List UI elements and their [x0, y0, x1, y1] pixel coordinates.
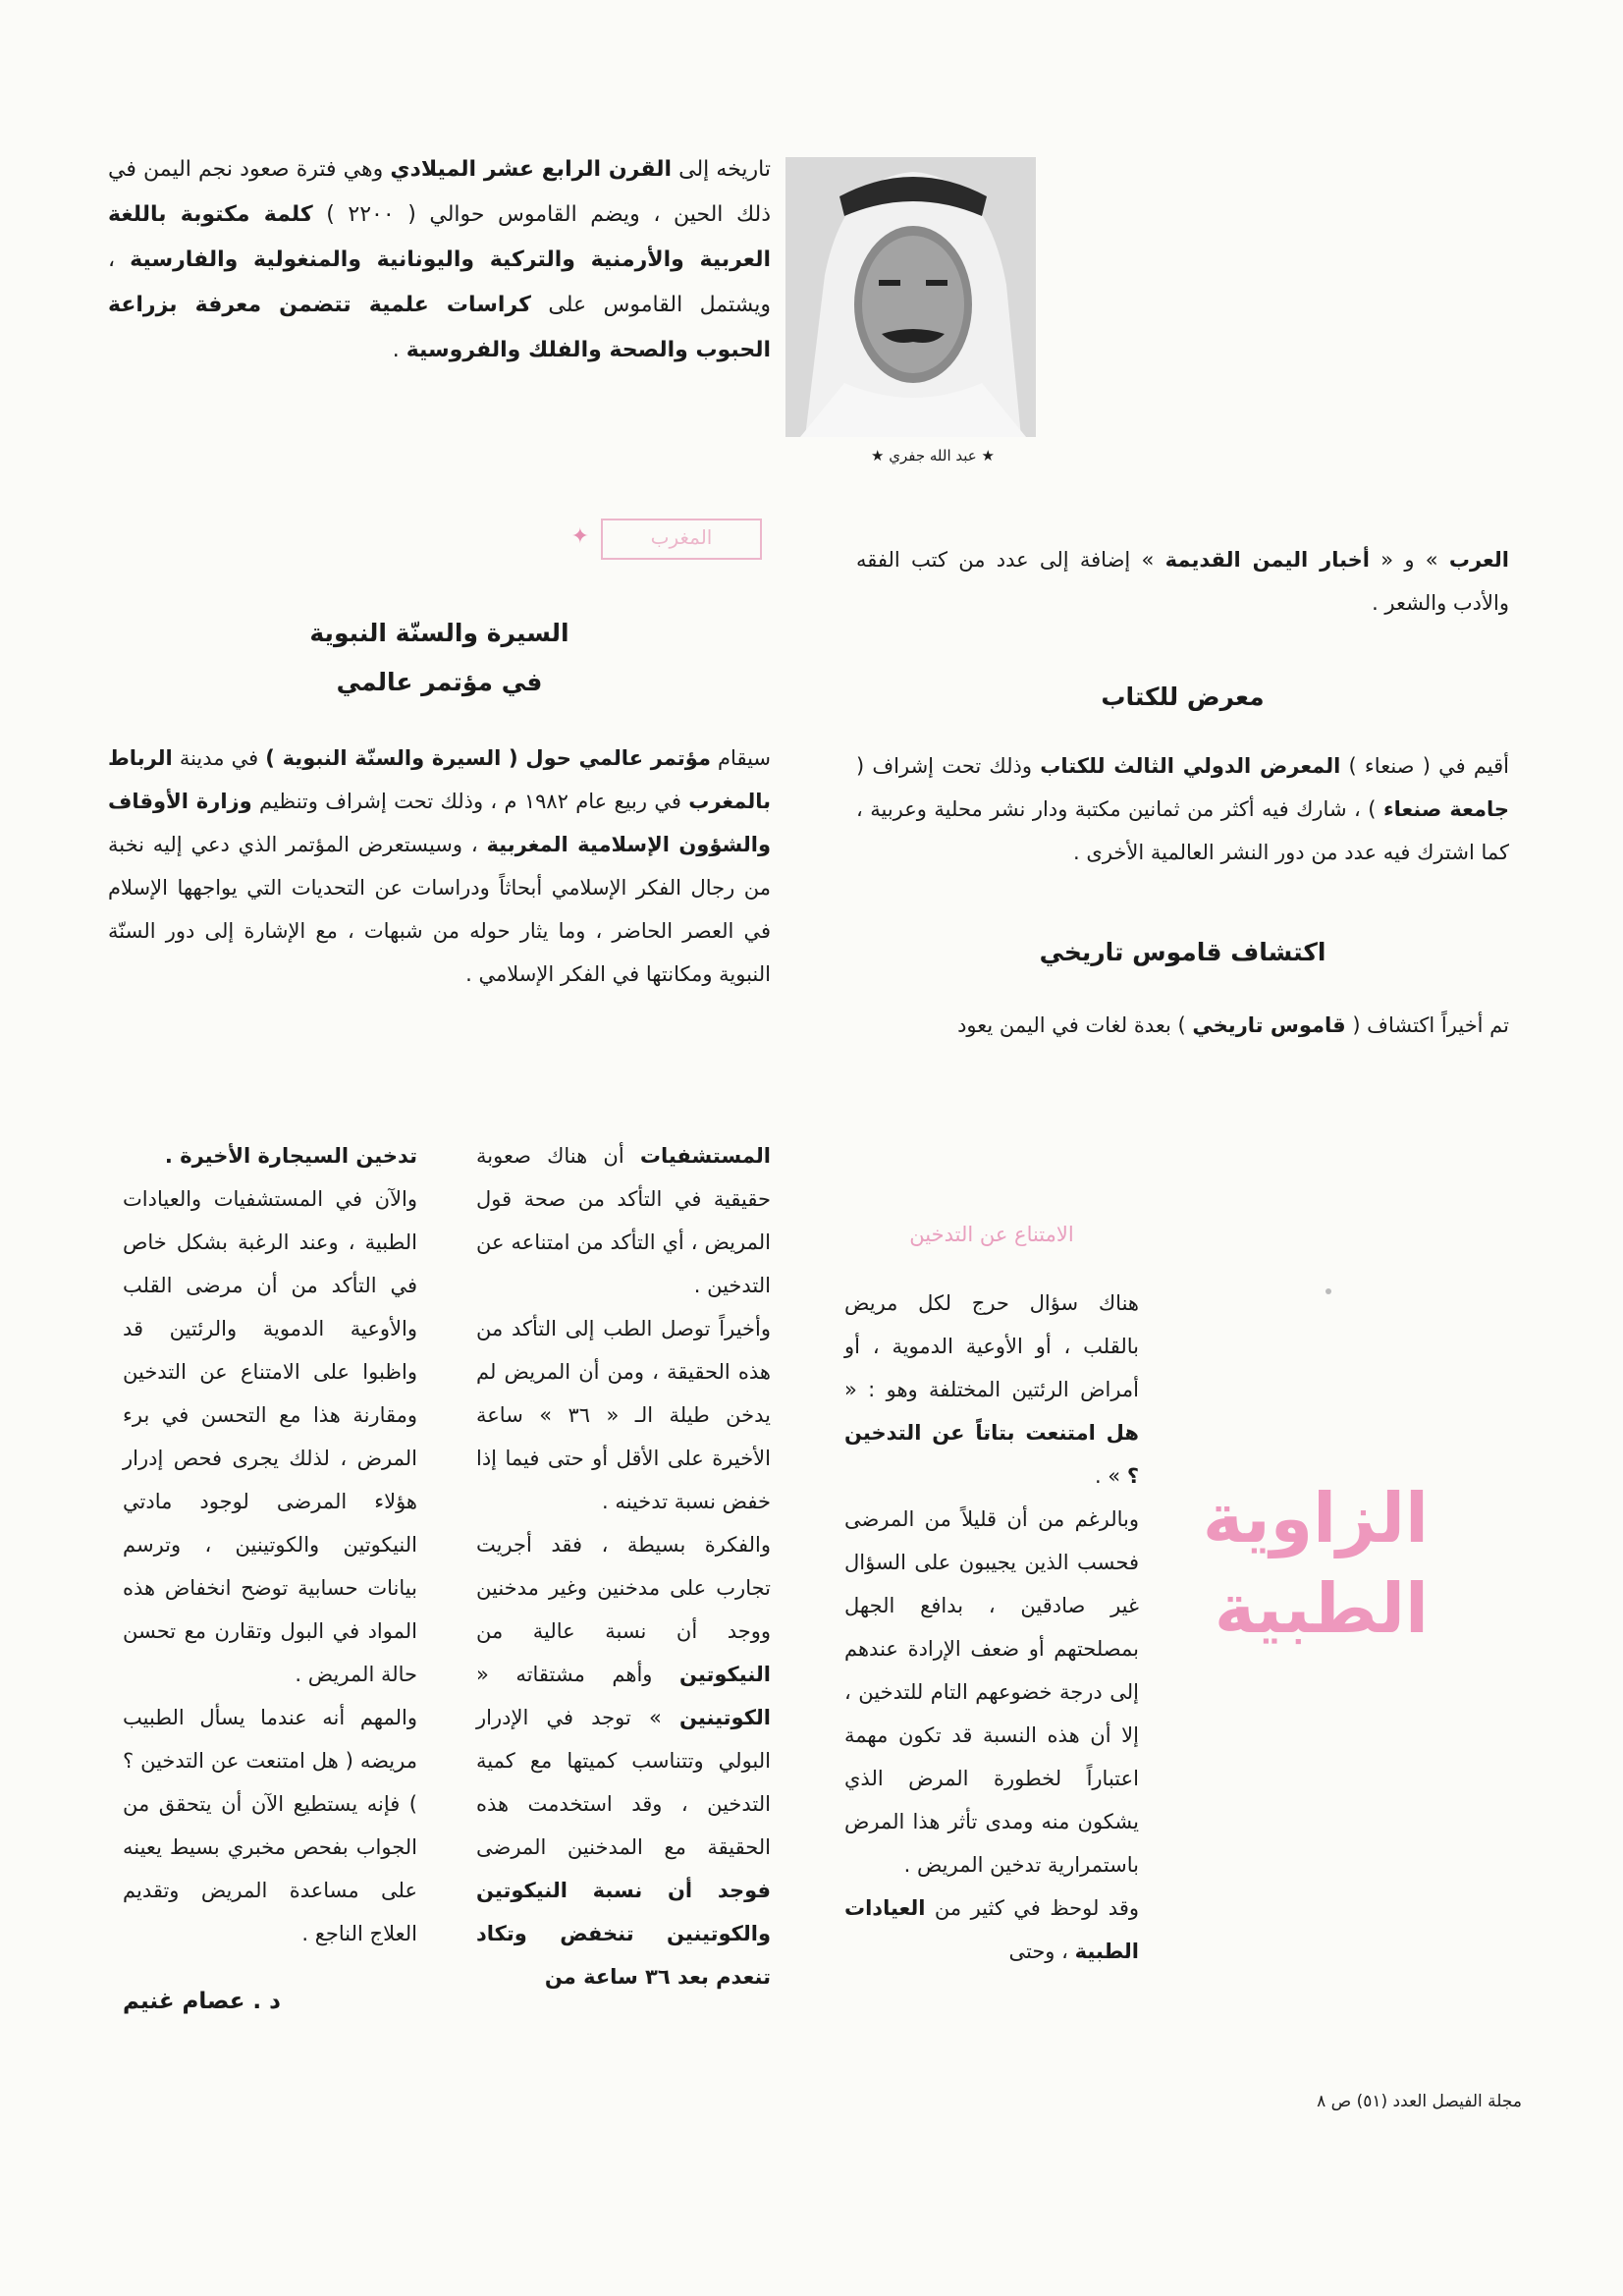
text-run: ، وسيستعرض المؤتمر الذي دعي إليه نخبة من رجال الفكر الإسلامي أبحاثاً ودراسات عن التحديات التي يواجهها الإسلام في العصر الحاضر ، وما يثار حوله من شبهات ، مع الإشارة إلى دور السنّة النبوية ومكانتها في الفكر الإسلامي .: [108, 833, 771, 986]
text-run: كراسات علمية تتضمن معرفة بزراعة الحبوب والصحة والفلك والفروسية: [108, 293, 771, 362]
text-run: النيكوتين: [679, 1663, 771, 1686]
text-run: في ربيع عام ١٩٨٢ م ، وذلك تحت إشراف وتنظيم: [251, 790, 689, 813]
text-run: أقيم في ( صنعاء ): [1340, 754, 1510, 778]
smoking-col2-para3: [476, 1523, 771, 1998]
medical-corner-line1: الزاوية: [1202, 1478, 1429, 1558]
text-run: وأهم مشتقاته «: [476, 1663, 680, 1686]
smoking-section-label: الامتناع عن التدخين: [909, 1223, 1074, 1246]
text-run: كلمة مكتوبة باللغة العربية والأرمنية والتركية واليونانية والمنغولية والفارسية: [108, 202, 772, 272]
text-run: فوجد أن نسبة النيكوتين والكوتينين تنخفض وتكاد تنعدم بعد ٣٦ ساعة من: [476, 1879, 771, 1989]
text-run: تم أخيراً اكتشاف (: [1345, 1013, 1509, 1037]
text-run: في مدينة: [172, 746, 266, 770]
text-run: » .: [1094, 1464, 1127, 1488]
smoking-col1: [844, 1282, 1139, 1973]
text-run: الكوتينين: [679, 1706, 771, 1729]
medical-corner-title: [1202, 1473, 1429, 1654]
smoking-col3: [123, 1134, 417, 1955]
smoking-col1-para2: [844, 1498, 1139, 1886]
page-footer: مجلة الفيصل العدد (٥١) ص ٨: [1317, 2092, 1522, 2111]
book-fair-text: [856, 744, 1509, 874]
text-run: وأخيراً توصل الطب إلى التأكد من هذه الحقيقة ، ومن أن المريض لم يدخن طيلة الـ « ٣٦ » ساعة الأخيرة على الأقل أو حتى فيما إذا خفض نسبة تدخينه .: [476, 1317, 772, 1513]
text-run: والفكرة بسيطة ، فقد أجريت تجارب على مدخنين وغير مدخنين ووجد أن نسبة عالية من: [476, 1533, 771, 1643]
dictionary-text: [856, 1004, 1509, 1047]
text-run: المعرض الدولي الثالث للكتاب: [1040, 754, 1341, 778]
book-fair-title: معرض للكتاب: [1101, 683, 1265, 711]
text-run: هل امتنعت بتاتاً عن التدخين ؟: [844, 1421, 1139, 1488]
dictionary-title: اكتشاف قاموس تاريخي: [1039, 938, 1326, 966]
text-run: ، وحتى: [1008, 1940, 1075, 1963]
intro-paragraph: [108, 147, 771, 373]
smoking-col1-para3: [844, 1886, 1139, 1973]
smoking-col2-para1: [476, 1134, 771, 1307]
text-run: العيادات الطبية: [844, 1896, 1139, 1963]
text-run: .: [392, 338, 406, 362]
text-run: وبالرغم من أن قليلاً من المرضى فحسب الذين يجيبون على السؤال غير صادقين ، بدافع الجهل بمصلحتهم أو ضعف الإرادة عندهم إلى درجة خضوعهم التام للتدخين ، إلا أن هذه النسبة قد تكون مهمة اعتباراً لخطورة المرض الذي يشكون منه ومدى تأثر هذا المرض باستمرارية تدخين المريض .: [844, 1507, 1139, 1877]
photo-caption: ★ عبد الله جفري ★: [871, 447, 995, 465]
portrait-icon: [785, 157, 1036, 437]
intro-text: [108, 147, 771, 373]
text-run: العرب: [1448, 548, 1509, 572]
smoking-col3-title: تدخين السيجارة الأخيرة .: [164, 1144, 417, 1168]
continuation-text: [856, 538, 1509, 625]
text-run: هناك سؤال حرج لكل مريض بالقلب ، أو الأوعية الدموية ، أو أمراض الرئتين المختلفة وهو : «: [844, 1291, 1139, 1401]
smoking-col2: [476, 1134, 771, 1998]
text-run: » إضافة إلى عدد من كتب الفقه والأدب والشعر .: [856, 548, 1509, 615]
text-run: » توجد في الإدرار البولي وتتناسب كميتها مع كمية التدخين ، وقد استخدمت هذه الحقيقة مع المدخنين المرضى: [476, 1706, 771, 1859]
text-run: جامعة صنعاء: [1382, 797, 1509, 821]
smoking-col2-para2: [476, 1307, 771, 1523]
book-fair-paragraph: [856, 744, 1509, 874]
text-run: ) ، شارك فيه أكثر من ثمانين مكتبة ودار نشر محلية وعربية ، كما اشترك فيه عدد من دور النشر العالمية الأخرى .: [856, 797, 1509, 864]
smoking-col1-para1: [844, 1282, 1139, 1498]
author-signature: د . عصام غنيم: [123, 1989, 281, 2014]
text-run: أن هناك صعوبة حقيقية في التأكد من صحة قول المريض ، أي التأكد من امتناعه عن التدخين .: [476, 1144, 771, 1297]
decorative-dot: [1325, 1288, 1331, 1294]
text-run: وزارة الأوقاف والشؤون الإسلامية المغربية: [108, 790, 771, 856]
conference-title-line2: في مؤتمر عالمي: [336, 668, 543, 696]
text-run: والمهم أنه عندما يسأل الطبيب مريضه ( هل امتنعت عن التدخين ؟ ) فإنه يستطيع الآن أن يتحقق من الجواب بفحص مخبري بسيط يعينه على مساعدة المريض وتقديم العلاج الناجع .: [123, 1706, 417, 1945]
text-run: تاريخه إلى: [672, 157, 771, 182]
star-icon: ✦: [570, 524, 589, 549]
text-run: وهي فترة صعود نجم اليمن في ذلك الحين ، ويضم القاموس حوالي ( ٢٢٠٠ ): [108, 157, 771, 227]
conference-title-line1: السيرة والسنّة النبوية: [309, 619, 569, 647]
text-run: سيقام: [710, 746, 772, 770]
text-run: والآن في المستشفيات والعيادات الطبية ، وعند الرغبة بشكل خاص في التأكد من أن مرضى القلب والأوعية الدموية والرئتين قد واظبوا على الامتناع عن التدخين ومقارنة هذا مع التحسن في برء المرض ، لذلك يجرى فحص إدرار هؤلاء المرضى لوجود مادتي النيكوتين والكوتينين ، وترسم بيانات حسابية توضح انخفاض هذه المواد في البول وتقارن مع تحسن حالة المريض .: [123, 1187, 417, 1686]
text-run: وقد لوحظ في كثير من: [925, 1896, 1139, 1920]
portrait-photo: [785, 157, 1036, 437]
text-run: وذلك تحت إشراف (: [856, 754, 1041, 778]
text-run: المستشفيات: [639, 1144, 771, 1168]
text-run: الرباط بالمغرب: [108, 746, 771, 813]
text-run: مؤتمر عالمي حول ( السيرة والسنّة النبوية ): [265, 746, 711, 770]
smoking-col3-para2: [123, 1696, 417, 1955]
medical-corner-line2: الطبية: [1214, 1568, 1429, 1649]
text-run: أخبار اليمن القديمة: [1164, 548, 1370, 572]
text-run: القرن الرابع عشر الميلادي: [390, 157, 672, 182]
smoking-col3-para1: [123, 1177, 417, 1696]
conference-paragraph: [108, 737, 771, 996]
continuation-paragraph: [856, 538, 1509, 625]
dictionary-paragraph: [856, 1004, 1509, 1047]
text-run: ، ويشتمل القاموس على: [108, 247, 772, 317]
text-run: ) بعدة لغات في اليمن يعود: [957, 1013, 1193, 1037]
text-run: قاموس تاريخي: [1192, 1013, 1346, 1037]
stamp-label: المغرب: [601, 519, 762, 560]
text-run: » و «: [1369, 548, 1449, 572]
conference-text: [108, 737, 771, 996]
